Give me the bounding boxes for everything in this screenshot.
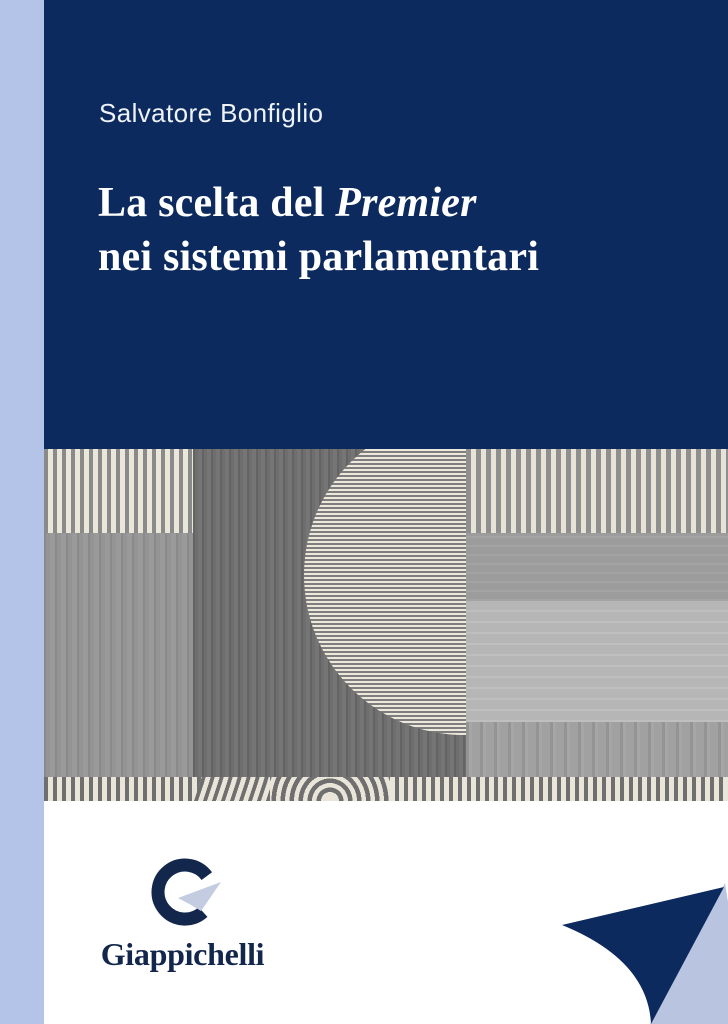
- cover-header: [44, 0, 728, 449]
- title-line-1-regular: La scelta del: [98, 180, 336, 226]
- giappichelli-g-icon: [145, 852, 225, 930]
- artwork-bottom-skewed-stripes: [194, 777, 278, 801]
- artwork-light-gray-block-right: [466, 601, 728, 722]
- artwork-striped-semicircle: [304, 449, 466, 735]
- title-line-2: nei sistemi parlamentari: [98, 234, 540, 280]
- artwork-vertical-stripes-top-right: [466, 449, 728, 533]
- author-name: Salvatore Bonfiglio: [99, 98, 324, 128]
- artwork-dark-column: [193, 449, 466, 777]
- page-curl-icon: [560, 870, 728, 1024]
- artwork-gray-base-right: [466, 722, 728, 777]
- title-line-1-italic: Premier: [335, 180, 477, 226]
- book-title: [98, 176, 539, 284]
- publisher-name: Giappichelli: [100, 936, 265, 972]
- artwork-vertical-stripes-top-left: [44, 449, 193, 533]
- left-border-strip: [0, 0, 44, 1024]
- artwork-bottom-concentric-arcs: [270, 777, 390, 801]
- title-line-1: [98, 176, 539, 230]
- artwork-gray-band-right: [466, 533, 728, 601]
- artwork-gray-block-left: [44, 533, 193, 777]
- cover-artwork: [44, 449, 728, 801]
